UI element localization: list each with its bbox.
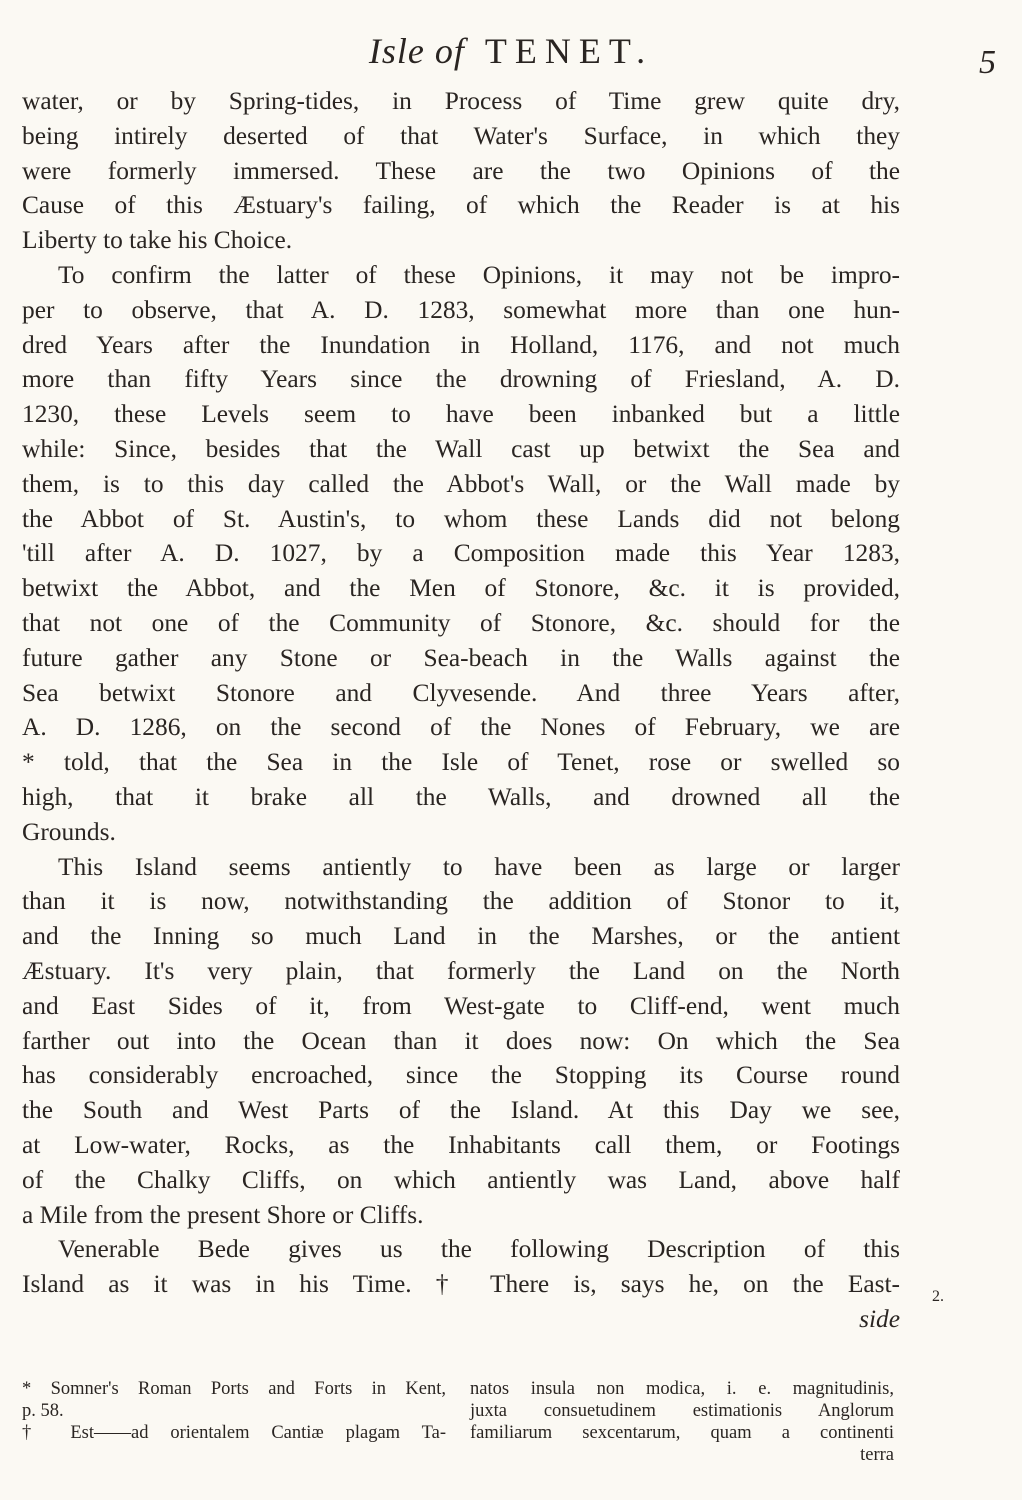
- text-line: than it is now, notwithstanding the addition of Stonor to it,: [22, 887, 900, 916]
- margin-note: 2.: [932, 1288, 944, 1305]
- footnote-line: † Est——ad orientalem Cantiæ plagam Ta-: [22, 1423, 446, 1443]
- text-line: per to observe, that A. D. 1283, somewhat more than one hun-: [22, 295, 900, 324]
- running-head-caps: TENET.: [484, 31, 654, 71]
- text-line: the Abbot of St. Austin's, to whom these Lands did not belong: [22, 504, 900, 533]
- text-line: Liberty to take his Choice.: [22, 226, 293, 255]
- text-line: Grounds.: [22, 817, 116, 846]
- text-line: Cause of this Æstuary's failing, of which the Reader is at his: [22, 191, 900, 220]
- text-line: that not one of the Community of Stonore, &c. should for the: [22, 608, 900, 637]
- text-line: This Island seems antiently to have been as large or larger: [58, 852, 900, 881]
- text-line: the South and West Parts of the Island. At this Day we see,: [22, 1096, 900, 1125]
- text-line: farther out into the Ocean than it does now: On which the Sea: [22, 1026, 900, 1055]
- paragraph-1: [22, 84, 900, 258]
- text-line: and East Sides of it, from West-gate to Cliff-end, went much: [22, 991, 900, 1020]
- text-line: while: Since, besides that the Wall cast up betwixt the Sea and: [22, 434, 900, 463]
- paragraph-4: [22, 1232, 900, 1336]
- paragraph-2: [22, 258, 900, 850]
- text-line: dred Years after the Inundation in Holland, 1176, and not much: [22, 330, 900, 359]
- paragraph-3: [22, 850, 900, 1233]
- footnote-line: p. 58.: [22, 1401, 64, 1421]
- text-line: Sea betwixt Stonore and Clyvesende. And three Years after,: [22, 678, 900, 707]
- text-line: future gather any Stone or Sea-beach in the Walls against the: [22, 643, 900, 672]
- footnote-catchword: terra: [860, 1445, 894, 1465]
- footnote-line: familiarum sexcentarum, quam a continenti: [470, 1423, 894, 1443]
- footnote-column-left: [22, 1378, 446, 1444]
- text-line: being intirely deserted of that Water's Surface, in which they: [22, 121, 900, 150]
- text-line: 1230, these Levels seem to have been inbanked but a little: [22, 400, 900, 429]
- text-line: betwixt the Abbot, and the Men of Stonore, &c. it is provided,: [22, 574, 900, 603]
- text-line: 'till after A. D. 1027, by a Composition made this Year 1283,: [22, 539, 900, 568]
- text-line: of the Chalky Cliffs, on which antiently was Land, above half: [22, 1165, 900, 1194]
- text-line: A. D. 1286, on the second of the Nones of February, we are: [22, 713, 900, 742]
- running-head-italic: Isle of: [368, 31, 465, 71]
- text-line: * told, that the Sea in the Isle of Tenet, rose or swelled so: [22, 748, 900, 777]
- footnote-line: * Somner's Roman Ports and Forts in Kent,: [22, 1379, 446, 1399]
- page-number: 5: [979, 44, 996, 81]
- text-line: To confirm the latter of these Opinions, it may not be impro-: [58, 260, 900, 289]
- text-line: were formerly immersed. These are the two Opinions of the: [22, 156, 900, 185]
- text-line: more than fifty Years since the drowning of Friesland, A. D.: [22, 365, 900, 394]
- text-line: water, or by Spring-tides, in Process of Time grew quite dry,: [22, 87, 900, 115]
- catchword: side: [859, 1304, 900, 1333]
- running-head: [0, 28, 1022, 74]
- text-line: them, is to this day called the Abbot's Wall, or the Wall made by: [22, 469, 900, 498]
- text-line: Island as it was in his Time. † There is, says he, on the East-: [22, 1270, 900, 1299]
- text-line: and the Inning so much Land in the Marshes, or the antient: [22, 922, 900, 951]
- text-line: at Low-water, Rocks, as the Inhabitants call them, or Footings: [22, 1130, 900, 1159]
- text-line: Æstuary. It's very plain, that formerly the Land on the North: [22, 956, 900, 985]
- text-line: high, that it brake all the Walls, and drowned all the: [22, 782, 900, 811]
- footnote-column-right: [470, 1378, 894, 1466]
- body-text: [22, 84, 900, 1337]
- footnote-line: natos insula non modica, i. e. magnitudinis,: [470, 1379, 894, 1399]
- text-line: a Mile from the present Shore or Cliffs.: [22, 1200, 424, 1229]
- text-line: Venerable Bede gives us the following Description of this: [58, 1235, 900, 1264]
- footnote-line: juxta consuetudinem estimationis Anglorum: [470, 1401, 894, 1421]
- text-line: has considerably encroached, since the Stopping its Course round: [22, 1061, 900, 1090]
